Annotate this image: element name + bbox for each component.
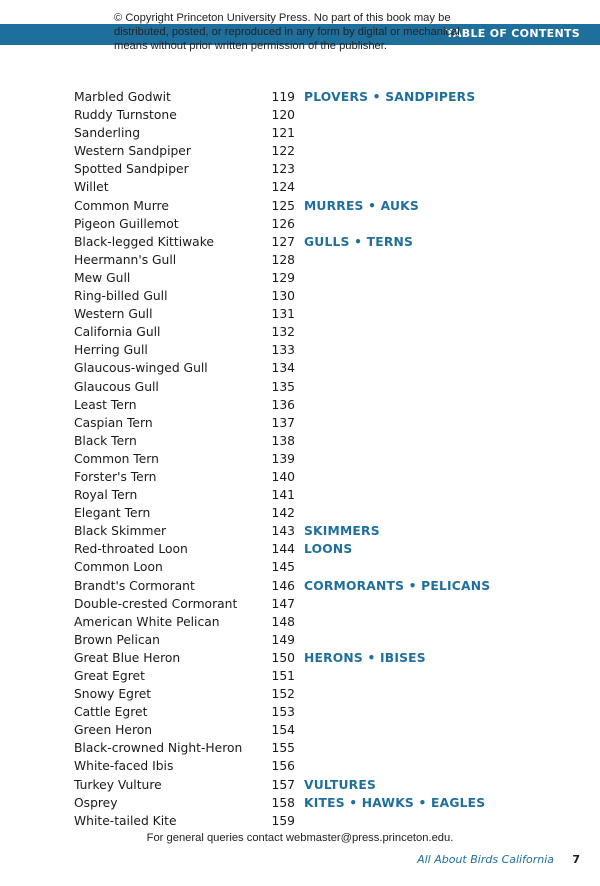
entry-name: Green Heron	[74, 723, 153, 738]
entry-name: White-faced Ibis	[74, 759, 174, 774]
entry-name: Caspian Tern	[74, 415, 153, 430]
toc-entry	[0, 703, 600, 721]
entry-section: CORMORANTS • PELICANS	[304, 578, 491, 593]
entry-name: Great Egret	[74, 669, 145, 683]
entry-page: 159	[271, 813, 295, 828]
entry-page: 132	[271, 325, 295, 340]
entry-name: Black-legged Kittiwake	[74, 234, 214, 249]
toc-entry	[0, 757, 600, 775]
toc-entry	[0, 414, 600, 432]
toc-entry	[0, 631, 600, 649]
entry-name: Glaucous Gull	[74, 379, 159, 394]
toc-entry	[0, 739, 600, 757]
entry-name: California Gull	[74, 325, 161, 340]
entry-page: 130	[271, 289, 295, 304]
toc-entry	[0, 450, 600, 468]
entry-page: 154	[271, 723, 295, 738]
entry-page: 121	[271, 126, 295, 141]
section-heading: TABLE OF CONTENTS	[446, 27, 580, 40]
entry-page: 143	[271, 524, 295, 539]
toc-entry	[0, 359, 600, 377]
toc-entry	[0, 341, 600, 359]
entry-name: Royal Tern	[74, 488, 138, 503]
entry-page: 128	[271, 252, 295, 267]
entry-page: 142	[271, 506, 295, 521]
copyright-line: distributed, posted, or reproduced in any form by digital or mechanical	[114, 26, 460, 38]
entry-page: 149	[271, 632, 295, 647]
toc-entry	[0, 305, 600, 323]
toc-entry	[0, 251, 600, 269]
entry-name: Turkey Vulture	[74, 777, 162, 792]
entry-page: 136	[271, 397, 295, 412]
entry-page: 156	[271, 759, 295, 774]
entry-page: 151	[271, 669, 295, 683]
entry-name: Black Tern	[74, 433, 137, 448]
toc-entry	[0, 776, 600, 794]
entry-page: 141	[271, 488, 295, 503]
entry-name: Brown Pelican	[74, 632, 160, 647]
entry-page: 123	[271, 162, 295, 177]
entry-page: 120	[271, 108, 295, 123]
entry-name: Osprey	[74, 795, 118, 810]
entry-name: Spotted Sandpiper	[74, 162, 189, 177]
entry-page: 158	[271, 795, 295, 810]
entry-name: Black Skimmer	[74, 524, 167, 539]
entry-page: 139	[271, 451, 295, 466]
entry-name: Pigeon Guillemot	[74, 216, 179, 231]
toc-entry	[0, 522, 600, 540]
toc-entry	[0, 468, 600, 486]
copyright-line: means without prior written permission of the publisher.	[114, 40, 387, 52]
entry-page: 131	[271, 307, 295, 322]
toc-entry	[0, 613, 600, 631]
toc-entry	[0, 558, 600, 576]
entry-name: Great Blue Heron	[74, 650, 181, 665]
toc-entry	[0, 812, 600, 830]
toc-entry	[0, 106, 600, 124]
entry-page: 137	[271, 415, 295, 430]
toc-entry	[0, 504, 600, 522]
entry-name: Ruddy Turnstone	[74, 108, 177, 123]
entry-section: HERONS • IBISES	[304, 650, 426, 665]
entry-section: GULLS • TERNS	[304, 234, 414, 249]
entry-name: Mew Gull	[74, 270, 131, 285]
toc-entry	[0, 197, 600, 215]
entry-name: Sanderling	[74, 126, 140, 141]
entry-page: 140	[271, 469, 295, 484]
entry-page: 134	[271, 361, 295, 376]
entry-name: Marbled Godwit	[74, 90, 171, 104]
entry-page: 152	[271, 687, 295, 702]
toc-entry	[0, 323, 600, 341]
toc-entry	[0, 721, 600, 739]
entry-section: MURRES • AUKS	[304, 198, 419, 213]
entry-name: Western Gull	[74, 307, 153, 322]
entry-name: Ring-billed Gull	[74, 289, 168, 304]
toc-entry	[0, 160, 600, 178]
toc-entry	[0, 595, 600, 613]
entry-page: 148	[271, 614, 295, 629]
copyright-line: © Copyright Princeton University Press. No part of this book may be	[114, 12, 451, 24]
toc-list	[0, 88, 600, 830]
toc-entry	[0, 378, 600, 396]
toc-entry	[0, 396, 600, 414]
toc-entry	[0, 649, 600, 667]
entry-name: Common Murre	[74, 198, 169, 213]
entry-section: KITES • HAWKS • EAGLES	[304, 795, 486, 810]
entry-page: 127	[271, 234, 295, 249]
entry-page: 145	[271, 560, 295, 575]
entry-page: 119	[271, 90, 295, 104]
entry-name: Forster's Tern	[74, 469, 157, 484]
entry-name: Herring Gull	[74, 343, 148, 358]
entry-name: Double-crested Cormorant	[74, 596, 238, 611]
entry-name: Elegant Tern	[74, 506, 151, 521]
toc-entry	[0, 685, 600, 703]
entry-name: Common Tern	[74, 451, 159, 466]
toc-entry	[0, 142, 600, 160]
toc-entry	[0, 233, 600, 251]
entry-page: 133	[271, 343, 295, 358]
toc-entry	[0, 124, 600, 142]
entry-name: Western Sandpiper	[74, 144, 191, 159]
entry-page: 124	[271, 180, 295, 195]
toc-entry	[0, 88, 600, 106]
toc-entry	[0, 215, 600, 233]
copyright-notice	[114, 11, 584, 53]
toc-entry	[0, 667, 600, 685]
entry-page: 147	[271, 596, 295, 611]
toc-entry	[0, 287, 600, 305]
entry-name: Brandt's Cormorant	[74, 578, 195, 593]
entry-page: 135	[271, 379, 295, 394]
entry-name: Red-throated Loon	[74, 542, 188, 557]
toc-entry	[0, 269, 600, 287]
entry-name: Snowy Egret	[74, 687, 152, 702]
entry-name: Heermann's Gull	[74, 252, 177, 267]
toc-entry	[0, 794, 600, 812]
entry-name: White-tailed Kite	[74, 813, 177, 828]
entry-page: 122	[271, 144, 295, 159]
entry-page: 138	[271, 433, 295, 448]
entry-section: PLOVERS • SANDPIPERS	[304, 90, 476, 104]
entry-section: LOONS	[304, 542, 353, 557]
entry-page: 150	[271, 650, 295, 665]
entry-name: Common Loon	[74, 560, 163, 575]
entry-page: 155	[271, 741, 295, 756]
contact-notice: For general queries contact webmaster@press.princeton.edu.	[146, 832, 454, 844]
entry-name: Willet	[74, 180, 109, 195]
entry-page: 157	[271, 777, 295, 792]
page-number: 7	[572, 853, 580, 866]
entry-name: American White Pelican	[74, 614, 220, 629]
entry-page: 146	[271, 578, 295, 593]
entry-name: Cattle Egret	[74, 705, 148, 720]
entry-page: 125	[271, 198, 295, 213]
entry-name: Least Tern	[74, 397, 137, 412]
entry-name: Black-crowned Night-Heron	[74, 741, 243, 756]
toc-entry	[0, 540, 600, 558]
entry-page: 144	[271, 542, 295, 557]
entry-name: Glaucous-winged Gull	[74, 361, 208, 376]
entry-page: 126	[271, 216, 295, 231]
toc-entry	[0, 178, 600, 196]
entry-page: 129	[271, 270, 295, 285]
book-title: All About Birds California	[417, 853, 554, 866]
entry-page: 153	[271, 705, 295, 720]
toc-entry	[0, 486, 600, 504]
entry-section: VULTURES	[304, 777, 377, 792]
toc-entry	[0, 432, 600, 450]
toc-entry	[0, 577, 600, 595]
entry-section: SKIMMERS	[304, 524, 380, 539]
